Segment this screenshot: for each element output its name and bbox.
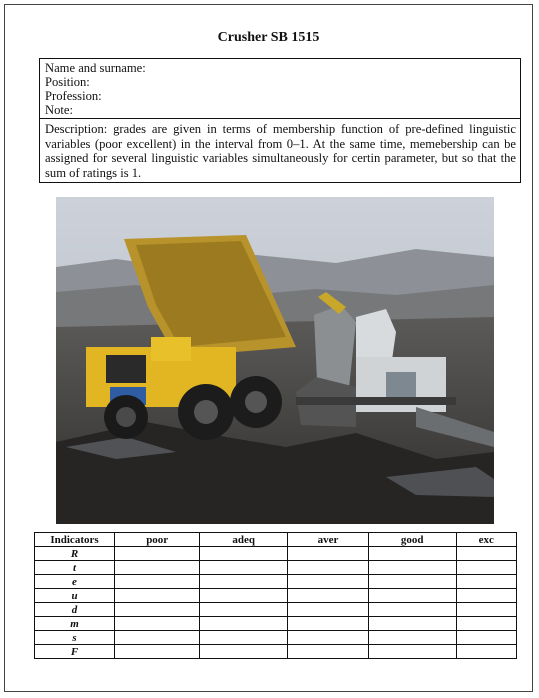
rating-cell[interactable]: [200, 645, 288, 659]
rating-cell[interactable]: [456, 631, 516, 645]
table-row: [35, 561, 517, 575]
info-box: [39, 58, 521, 183]
rating-cell[interactable]: [115, 631, 200, 645]
rating-cell[interactable]: [115, 561, 200, 575]
header-good: good: [368, 533, 456, 547]
rating-cell[interactable]: [288, 617, 369, 631]
rating-cell[interactable]: [115, 547, 200, 561]
table-row: [35, 575, 517, 589]
header-poor: poor: [115, 533, 200, 547]
rating-cell[interactable]: [456, 561, 516, 575]
rating-cell[interactable]: [456, 575, 516, 589]
rating-cell[interactable]: [200, 561, 288, 575]
description-text: Description: grades are given in terms of membership function of pre-defined linguistic variables (poor excellent) in the interval from 0–1. At the same time, memebership can be assigned for several linguistic variables simultaneously for certin parameter, but so that the sum of ratings is 1.: [45, 122, 516, 180]
personal-fields: [40, 59, 520, 119]
rating-cell[interactable]: [288, 575, 369, 589]
rating-cell[interactable]: [456, 617, 516, 631]
rating-cell[interactable]: [288, 589, 369, 603]
rating-cell[interactable]: [288, 603, 369, 617]
rating-cell[interactable]: [200, 631, 288, 645]
rating-cell[interactable]: [200, 589, 288, 603]
table-row: [35, 617, 517, 631]
rating-cell[interactable]: [456, 589, 516, 603]
rating-cell[interactable]: [368, 589, 456, 603]
table-row: [35, 547, 517, 561]
crusher-photo: [56, 197, 494, 524]
table-row: [35, 603, 517, 617]
rating-cell[interactable]: [200, 547, 288, 561]
rating-cell[interactable]: [368, 547, 456, 561]
document-title: Crusher SB 1515: [217, 30, 320, 45]
rating-cell[interactable]: [200, 603, 288, 617]
indicator-label: u: [35, 589, 115, 603]
rating-cell[interactable]: [115, 645, 200, 659]
rating-cell[interactable]: [288, 645, 369, 659]
rating-cell[interactable]: [456, 645, 516, 659]
rating-cell[interactable]: [368, 561, 456, 575]
header-exc: exc: [456, 533, 516, 547]
indicator-label: e: [35, 575, 115, 589]
indicator-label: d: [35, 603, 115, 617]
rating-cell[interactable]: [288, 561, 369, 575]
indicator-label: F: [35, 645, 115, 659]
rating-cell[interactable]: [200, 617, 288, 631]
ratings-table: [34, 532, 517, 659]
field-note: Note:: [45, 103, 73, 117]
header-aver: aver: [288, 533, 369, 547]
rating-cell[interactable]: [115, 603, 200, 617]
rating-cell[interactable]: [115, 575, 200, 589]
rating-cell[interactable]: [288, 631, 369, 645]
rating-cell[interactable]: [368, 575, 456, 589]
rating-cell[interactable]: [456, 603, 516, 617]
field-profession: Profession:: [45, 89, 102, 103]
rating-cell[interactable]: [456, 547, 516, 561]
field-position: Position:: [45, 75, 90, 89]
table-header-row: [35, 533, 517, 547]
table-row: [35, 631, 517, 645]
indicator-label: s: [35, 631, 115, 645]
indicator-label: m: [35, 617, 115, 631]
table-row: [35, 589, 517, 603]
indicator-label: t: [35, 561, 115, 575]
rating-cell[interactable]: [368, 617, 456, 631]
rating-cell[interactable]: [288, 547, 369, 561]
table-row: [35, 645, 517, 659]
rating-cell[interactable]: [200, 575, 288, 589]
header-indicators: Indicators: [35, 533, 115, 547]
header-adeq: adeq: [200, 533, 288, 547]
rating-cell[interactable]: [368, 631, 456, 645]
rating-cell[interactable]: [115, 589, 200, 603]
field-name-surname: Name and surname:: [45, 61, 146, 75]
rating-cell[interactable]: [368, 603, 456, 617]
rating-cell[interactable]: [368, 645, 456, 659]
indicator-label: R: [35, 547, 115, 561]
rating-cell[interactable]: [115, 617, 200, 631]
